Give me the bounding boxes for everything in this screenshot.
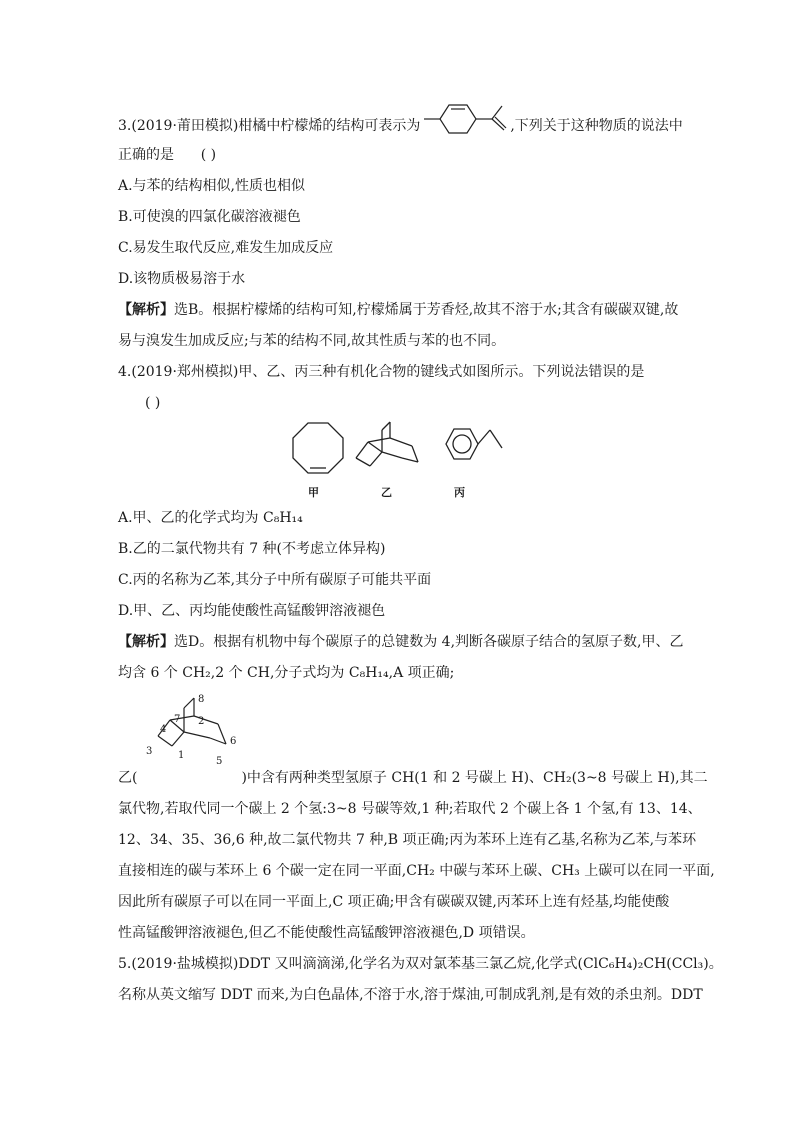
- q3-stem-a: 3.(2019·莆田模拟)柑橘中柠檬烯的结构可表示为: [118, 118, 421, 134]
- q3-analysis-line1: [118, 300, 678, 320]
- q4-stem: 4.(2019·郑州模拟)甲、乙、丙三种有机化合物的键线式如图所示。下列说法错误的是: [118, 364, 645, 380]
- q3-stem-b: ,下列关于这种物质的说法中: [510, 118, 683, 134]
- q3-analysis-text1: 选B。根据柠檬烯的结构可知,柠檬烯属于芳香烃,故其不溶于水;其含有碳碳双键,故: [174, 302, 679, 318]
- bicyclooctane-structure: [352, 418, 422, 470]
- q4-analysis-line7: 因此所有碳原子可以在同一平面上,C 项正确;甲含有碳碳双键,丙苯环上连有烃基,均能使酸: [118, 894, 670, 910]
- label-bing: 丙: [454, 486, 465, 499]
- cyclooctene-structure: [290, 420, 346, 476]
- q4-analysis-text1: 选D。根据有机物中每个碳原子的总键数为 4,判断各碳原子结合的氢原子数,甲、乙: [174, 634, 684, 650]
- q4-analysis-line6: 直接相连的碳与苯环上 6 个碳一定在同一平面,CH₂ 中碳与苯环上碳、CH₃ 上碳可以在同一平面,: [118, 863, 715, 879]
- q4-yi-rest: )中含有两种类型氢原子 CH(1 和 2 号碳上 H)、CH₂(3~8 号碳上 H),其二: [241, 770, 708, 786]
- q3-paren: ( ): [200, 147, 217, 163]
- num-1: 1: [178, 750, 185, 761]
- q3-stem-line1: [118, 116, 683, 136]
- ethylbenzene-structure: [440, 424, 506, 474]
- q3-stem-line2: [118, 145, 216, 165]
- label-jia: 甲: [308, 486, 319, 499]
- q3-option-c: C.易发生取代反应,难发生加成反应: [118, 240, 334, 256]
- q4-analysis-line1: [118, 632, 683, 652]
- q3-analysis-line2: 易与溴发生加成反应;与苯的结构不同,故其性质与苯的也不同。: [118, 333, 506, 349]
- q5-stem-line1: 5.(2019·盐城模拟)DDT 又叫滴滴涕,化学名为双对氯苯基三氯乙烷,化学式(ClC₆H₄)₂CH(CCl₃)。: [118, 956, 723, 972]
- num-8: 8: [198, 694, 205, 705]
- q4-analysis-line8: 性高锰酸钾溶液褪色,但乙不能使酸性高锰酸钾溶液褪色,D 项错误。: [118, 925, 535, 941]
- num-4: 4: [160, 724, 167, 735]
- q3-analysis-tag: 【解析】: [118, 302, 174, 318]
- num-3: 3: [146, 746, 153, 757]
- q4-analysis-tag: 【解析】: [118, 634, 174, 650]
- q3-option-b: B.可使溴的四氯化碳溶液褪色: [118, 209, 301, 225]
- q4-analysis-line4: 氯代物,若取代同一个碳上 2 个氢:3~8 号碳等效,1 种;若取代 2 个碳上各 1 个氢,有 13、14、: [118, 801, 702, 817]
- numbered-bicyclo-diagram: [138, 694, 248, 766]
- q4-yi-open: 乙(: [118, 770, 138, 786]
- q4-option-a: A.甲、乙的化学式均为 C₈H₁₄: [118, 510, 303, 526]
- q4-analysis-line2: 均含 6 个 CH₂,2 个 CH,分子式均为 C₈H₁₄,A 项正确;: [118, 665, 455, 681]
- num-2: 2: [198, 716, 205, 727]
- q4-option-d: D.甲、乙、丙均能使酸性高锰酸钾溶液褪色: [118, 603, 386, 619]
- num-6: 6: [230, 736, 237, 747]
- q4-option-b: B.乙的二氯代物共有 7 种(不考虑立体异构): [118, 541, 386, 557]
- q4-option-c: C.丙的名称为乙苯,其分子中所有碳原子可能共平面: [118, 572, 432, 588]
- q3-stem-c: 正确的是: [118, 147, 174, 163]
- num-7: 7: [174, 714, 181, 725]
- limonene-structure: [422, 100, 514, 138]
- q3-option-d: D.该物质极易溶于水: [118, 271, 246, 287]
- label-yi: 乙: [381, 486, 392, 499]
- q4-analysis-line5: 12、34、35、36,6 种,故二氯代物共 7 种,B 项正确;丙为苯环上连有乙基,名称为乙苯,与苯环: [118, 832, 697, 848]
- q4-analysis-line3: [118, 768, 708, 788]
- q4-paren: ( ): [145, 395, 161, 411]
- q5-stem-line2: 名称从英文缩写 DDT 而来,为白色晶体,不溶于水,溶于煤油,可制成乳剂,是有效的杀虫剂。DDT: [118, 987, 703, 1003]
- num-5: 5: [216, 756, 223, 767]
- q3-option-a: A.与苯的结构相似,性质也相似: [118, 178, 306, 194]
